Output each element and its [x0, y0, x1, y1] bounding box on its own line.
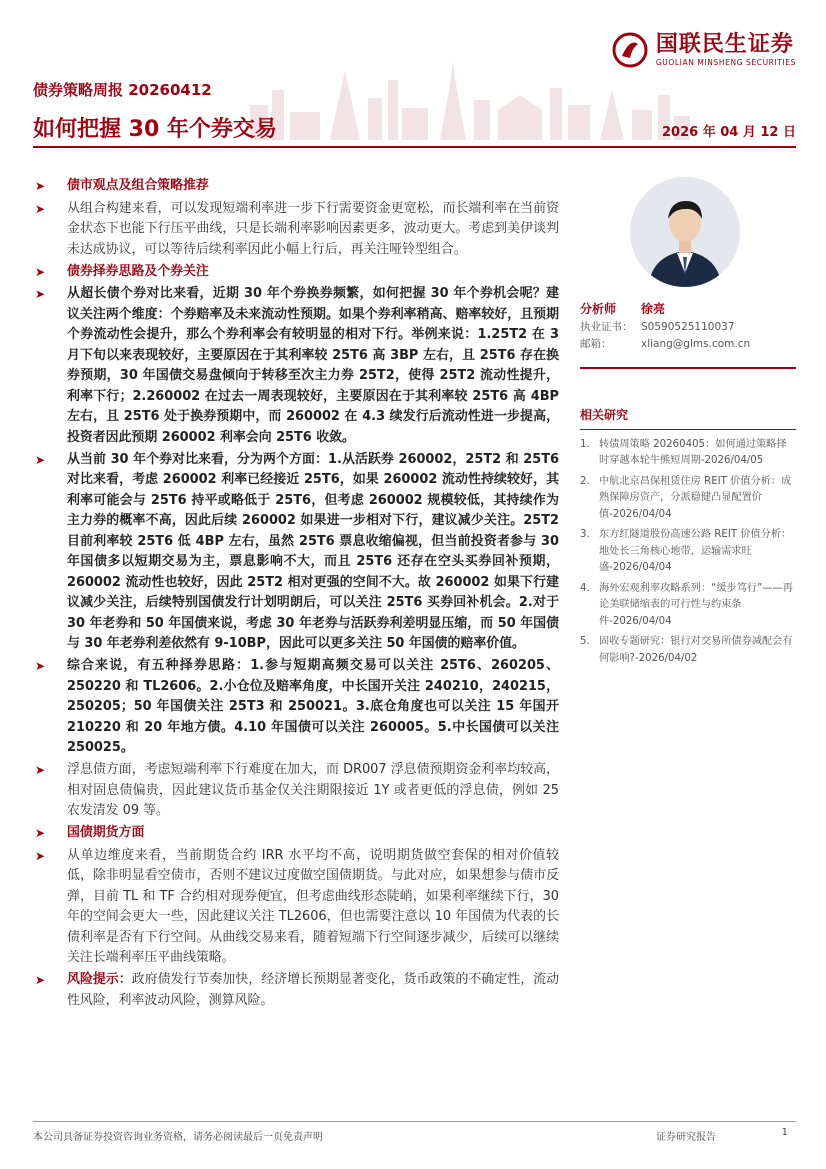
logo-name-cn: 国联民生证券	[655, 32, 794, 57]
paragraph: ➤ 从组合构建来看，可以发现短端利率进一步下行需要资金更宽松，而长端利率在当前资金状态下也能下行压平曲线，只是长端利率影响因素更多，波动更大。考虑到美伊谈判未达成协议，可以等待后续利率因此小幅上行后，再关注哑铃型组合。	[35, 200, 559, 257]
logo-name-en: GUOLIAN MINSHENG SECURITIES	[655, 58, 796, 67]
arrow-bullet-icon: ➤	[35, 659, 46, 673]
cert-row: 执业证书： S0590525110037	[580, 319, 796, 336]
section-heading: ➤ 债券择券思路及个券关注	[33, 262, 559, 283]
analyst-photo	[630, 177, 740, 287]
arrow-bullet-icon: ➤	[35, 287, 46, 301]
footer-disclaimer: 本公司具备证券投资咨询业务资格，请务必阅读最后一页免责声明	[33, 1132, 323, 1143]
arrow-bullet-icon: ➤	[35, 763, 46, 777]
company-logo	[612, 28, 796, 72]
related-item[interactable]: 5. 固收专题研究：银行对交易所债券减配会有何影响?-2026/04/02	[580, 636, 793, 664]
main-content	[33, 176, 559, 1013]
section-heading: ➤ 国债期货方面	[33, 823, 559, 844]
paragraph: ➤ 从超长债个券对比来看，近期 30 年个券换券频繁，如何把握 30 年个券机会呢？建议关注两个维度：个券赔率及未来流动性预期。如果个券利率稍高、赔率较好，且预期个券流动性会提升，那么个券利率会有较明显的相对下行。举例来说：1.25T2 在 3 月下旬以来表现较好，主要原因在于其利率较 25T6 高 3BP 左右，且 25T6 存在换券预期，30 年国债交易盘倾向于转移至次主力券 25T2，使得 25T2 流动性提升，利率下行；2.260002 在过去一周表现较好，主要原因在于其利率较 25T6 高 4BP 左右，且 25T6 处于换券预期中，而 260002 在 4.3 续发行后流动性进一步提高，投资者因此预期 260002 利率会向 25T6 收敛。	[35, 286, 559, 445]
related-item[interactable]: 4. 海外宏观利率攻略系列：“缓步笃行”——再论美联储缩表的可行性与约束条件-2026/04/04	[580, 582, 793, 627]
analyst-role: 分析师	[580, 302, 617, 316]
related-item[interactable]: 2. 中航北京昌保租赁住房 REIT 价值分析：成熟保障房资产，分派稳健凸显配置价值-2026/04/04	[580, 475, 792, 520]
risk-warning: ➤ 风险提示：政府债发行节奏加快，经济增长预期显著变化，货币政策的不确定性，流动性风险，利率波动风险，测算风险。	[35, 972, 560, 1008]
footer-label: 证券研究报告	[656, 1132, 716, 1143]
sidebar	[580, 175, 796, 671]
page-title: 如何把握 30 年个券交易	[33, 117, 277, 142]
header-divider	[33, 146, 796, 148]
arrow-bullet-icon: ➤	[35, 973, 46, 987]
email-row: 邮箱： xliang@glms.com.cn	[580, 336, 796, 353]
related-research-list	[580, 437, 796, 668]
related-item[interactable]: 3. 东方红隧道股份高速公路 REIT 价值分析：地处长三角核心地带，运输需求旺盛-2026/04/04	[580, 529, 792, 573]
page-number: 1	[781, 1127, 788, 1138]
section-heading: ➤ 债市观点及组合策略推荐	[33, 176, 559, 197]
arrow-bullet-icon: ➤	[35, 179, 46, 193]
paragraph: ➤ 综合来说，有五种择券思路：1.参与短期高频交易可以关注 25T6、260205、250220 和 TL2606。2.小仓位及赔率角度，中长国开关注 240210，240215，250205；50 年国债关注 25T3 和 250021。3.底仓角度也可以关注 15 年国开 210220 和 20 年地方债。4.10 年国债可以关注 260005。5.中长国债可以关注 250025。	[35, 658, 559, 755]
cert-number: S0590525110037	[641, 321, 735, 333]
paragraph: ➤ 浮息债方面，考虑短端利率下行难度在加大，而 DR007 浮息债预期资金利率均较高，相对固息债偏贵，因此建议货币基金仅关注期限接近 1Y 或者更低的浮息债，例如 25 农发清发 09 等。	[35, 762, 559, 818]
report-type: 债券策略周报 20260412	[33, 81, 212, 99]
arrow-bullet-icon: ➤	[35, 452, 46, 467]
report-date: 2026 年 04 月 12 日	[662, 125, 796, 140]
report-header	[0, 0, 826, 150]
footer-divider	[33, 1121, 796, 1122]
arrow-bullet-icon: ➤	[35, 848, 46, 863]
analyst-name: 徐亮	[641, 302, 666, 316]
related-research-title: 相关研究	[580, 406, 796, 430]
related-item[interactable]: 1. 转债周策略 20260405：如何通过策略择时穿越本轮牛熊短周期-2026/04/05	[580, 438, 787, 466]
logo-mark-icon	[612, 32, 648, 68]
analyst-info	[580, 319, 796, 353]
paragraph: ➤ 从单边维度来看，当前期货合约 IRR 水平均不高，说明期货做空套保的相对价值较低，除非明显看空债市，否则不建议过度做空国债期货。与此对应，如果想参与债市反弹，目前 TL 和 TF 合约相对现券便宜，但考虑曲线形态陡峭，如果利率继续下行，30 年的空间会更大一些，因此建议关注 TL2606，但也需要注意以 10 年国债为代表的长债利率是否有下行空间。从曲线交易来看，随着短端下行空间逐步减少，后续可以继续关注长端利率压平曲线策略。	[35, 847, 559, 965]
arrow-bullet-icon: ➤	[35, 264, 46, 279]
analyst-name-row	[580, 300, 796, 317]
sidebar-divider	[580, 367, 796, 369]
arrow-bullet-icon: ➤	[35, 826, 46, 840]
analyst-email[interactable]: xliang@glms.com.cn	[641, 338, 751, 350]
avatar	[630, 177, 740, 287]
arrow-bullet-icon: ➤	[35, 201, 46, 216]
paragraph: ➤ 从当前 30 年个券对比来看，分为两个方面：1.从活跃券 260002，25T2 和 25T6 对比来看，考虑 260002 利率已经接近 25T6，如果 260002 流动性持续较好，其利率可能会与 25T6 持平或略低于 25T6，但考虑 260002 规模较低，其持续作为主力券的概率不高，因此后续 260002 如果进一步相对下行，建议减少关注。25T2 目前利率较 25T6 低 4BP 左右，虽然 25T6 票息收缩偏视，但当前投资者参与 30 年国债多以短期交易为主，票息影响不大，而且 25T6 还存在空头买券回补预期，260002 流动性也较好，因此 25T2 相对更强的空间不大。故 260002 如果下行建议减少关注，后续特别国债发行计划明朗后，可以关注 25T6 买券回补机会。2.对于 30 年老券和 50 年国债来说，考虑 30 年老券与活跃券利差明显压缩，而 50 年国债与 30 年老券利差依然有 9-10BP，因此可以更多关注 50 年国债的赔率价值。	[35, 451, 559, 651]
